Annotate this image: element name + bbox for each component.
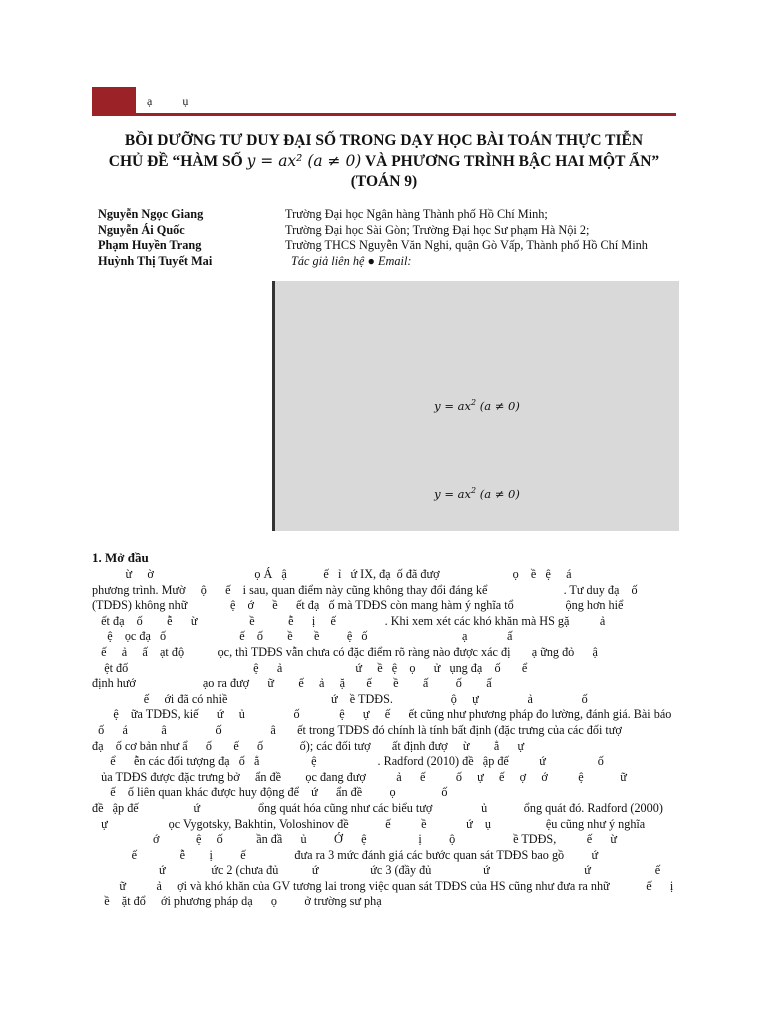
formula-exponent: 2 [470, 486, 477, 495]
author-row [98, 238, 678, 254]
formula-base: y = ax [434, 398, 471, 413]
corresponding-author-email: Tác giả liên hệ ● Email: [291, 253, 412, 268]
body-line: ế ễ ị ế đưa ra 3 mức đánh giá các bước quan sát TDĐS bao gồ ứ [92, 847, 599, 862]
formula-exponent: 2 [470, 398, 477, 407]
body-line: định hướ ạo ra đượ ữ ế ả ặ ế ề ấ ố ấ [92, 676, 492, 691]
body-line: ế ố liên quan khác được huy động để ứ ẩn đề ọ ố [92, 785, 448, 800]
body-line: phương trình. Mườ ộ ế i sau, quan điểm này cũng không thay đổi đáng kể . Tư duy đạ ố [92, 582, 638, 597]
body-line: ớ ệ ố ần đầ ủ Ớ ệ ị ộ ề TDĐS, ế ừ [92, 832, 618, 847]
author-name: Nguyễn Ái Quốc [98, 222, 185, 237]
author-name: Nguyễn Ngọc Giang [98, 207, 204, 221]
abstract-box [272, 281, 679, 531]
author-row [98, 207, 678, 223]
section-body [92, 567, 678, 910]
title-line-2 [92, 151, 676, 172]
body-line: (TDĐS) không nhữ ệ ớ ề ết đạ ố mà TDĐS còn mang hàm ý nghĩa tổ ộng hơn hiể [92, 598, 624, 613]
author-name: Phạm Huyền Trang [98, 238, 202, 252]
body-line: ế ới đã có nhiề ứ ề TDĐS. ộ ự ả ố [92, 691, 588, 706]
body-line: ệ ọc đạ ố ế ố ề ề ệ ố ạ ấ [92, 629, 513, 644]
author-list [98, 207, 678, 269]
section-heading: 1. Mở đầu [92, 550, 149, 565]
body-line: ữ ả ợi và khó khăn của GV tương lai trong việc quan sát TDĐS của HS cũng như đưa ra nhữ ế ị [92, 878, 674, 893]
title-line-1: BỒI DƯỠNG TƯ DUY ĐẠI SỐ TRONG DẠY HỌC BÀI TOÁN THỰC TIỄN [124, 132, 644, 149]
body-line: ừ ờ ọ Á ậ ế ỉ ứ IX, đạ ố đã đượ ọ ề ệ á [92, 567, 572, 581]
formula-condition: (a ≠ 0) [476, 486, 520, 501]
header-rule [92, 113, 676, 116]
author-affiliation: Trường Đại học Sài Gòn; Trường Đại học Sư phạm Hà Nội 2; [285, 222, 590, 237]
author-row [98, 254, 678, 270]
body-line: ố á â ố â ết trong TDĐS đó chính là tính bất định (đặc trưng của các đối tượ [92, 722, 622, 737]
paper-title [92, 131, 676, 192]
header-running-title: ạ ụ [147, 94, 189, 108]
title-formula: y = ax² (a ≠ 0) [246, 152, 362, 170]
body-line: ứ ức 2 (chưa đủ ứ ức 3 (đầy đủ ứ ứ ế [92, 863, 661, 878]
body-line: ế ả ấ ạt độ ọc, thì TDĐS vẫn chưa có đặc điểm rõ ràng nào được xác đị ạ ững đỏ ậ [92, 644, 598, 659]
formula-condition: (a ≠ 0) [476, 398, 520, 413]
author-row [98, 223, 678, 239]
body-line: ệ ữa TDĐS, kiế ứ ủ ố ệ ự ế ết cũng như phương pháp đo lường, đánh giá. Bài báo [92, 707, 672, 722]
body-line: ủa TDĐS được đặc trưng bở ẩn đề ọc đang đượ ả ế ố ự ế ợ ớ ệ ữ [92, 769, 627, 784]
body-line: đạ ố cơ bản như ẩ ố ế ố ố); các đối tượ ất định đượ ừ ẳ ự [92, 738, 525, 753]
author-affiliation: Trường Đại học Ngân hàng Thành phố Hồ Chí Minh; [285, 207, 548, 221]
header-color-block [92, 87, 136, 114]
body-line: ể ễn các đối tượng đạ ố ẳ ệ . Radford (2010) đề ập đế ứ ố [92, 754, 604, 769]
title-line-2-suffix: VÀ PHƯƠNG TRÌNH BẬC HAI MỘT ẨN” [361, 153, 660, 170]
body-line: ự ọc Vygotsky, Bakhtin, Voloshinov đề ế ề ứ ụ ệu cũng như ý nghĩa [92, 816, 646, 831]
body-line: đề ập đế ứ ổng quát hóa cũng như các biểu tượ ủ ổng quát đó. Radford (2000) [92, 800, 663, 815]
body-line: ết đạ ố ễ ừ ề ễ ị ế . Khi xem xét các khó khăn mà HS gặ ả [92, 613, 606, 628]
abstract-formula-2 [275, 486, 679, 501]
body-line: ệt đố ệ ả ứ ề ệ ọ ử ụng đạ ố ể [92, 660, 528, 675]
abstract-formula-1 [275, 398, 679, 413]
formula-base: y = ax [434, 486, 471, 501]
title-line-2-prefix: CHỦ ĐỀ “HÀM SỐ [108, 153, 247, 170]
author-name: Huỳnh Thị Tuyết Mai [98, 253, 213, 268]
body-line: ề ặt đổ ới phương pháp dạ ọ ở trường sư phạ [92, 894, 382, 909]
author-affiliation: Trường THCS Nguyễn Văn Nghi, quận Gò Vấp, Thành phố Hồ Chí Minh [285, 238, 648, 252]
title-line-3: (TOÁN 9) [350, 173, 418, 190]
